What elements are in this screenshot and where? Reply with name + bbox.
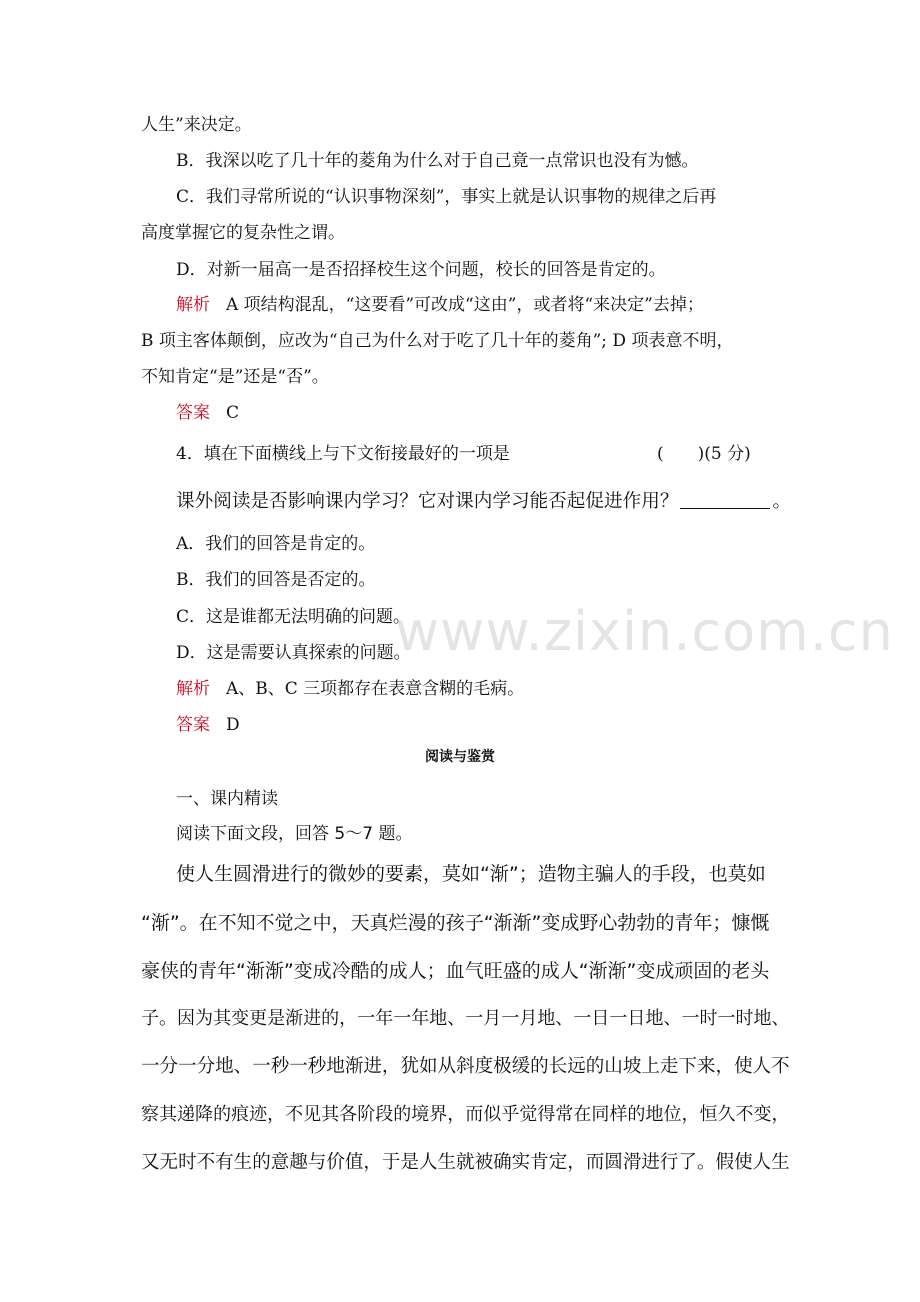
answer-label: 答案 <box>176 403 210 423</box>
question-score: ( )(5 分) <box>657 444 751 464</box>
passage-line: 豪侠的青年“渐渐”变成冷酷的成人；血气旺盛的成人“渐渐”变成顽固的老头 <box>141 960 770 982</box>
section-title: 阅读与鉴赏 <box>425 749 495 765</box>
stem-end: 。 <box>772 491 792 512</box>
answer-label: 答案 <box>176 715 210 735</box>
passage-line: 子。因为其变更是渐进的，一年一年地、一月一月地、一日一日地、一时一时地、 <box>141 1008 790 1029</box>
passage-line: “渐”。在不知不觉之中，天真烂漫的孩子“渐渐”变成野心勃勃的青年；慷慨 <box>141 912 770 934</box>
text-line: 高度掌握它的复杂性之谓。 <box>141 223 345 243</box>
analysis-1 <box>176 293 704 317</box>
analysis-label: 解析 <box>176 679 210 699</box>
subsection-title: 一、课内精读 <box>176 789 278 809</box>
analysis-text: A、B、C 三项都存在表意含糊的毛病。 <box>226 679 525 699</box>
analysis-text: A 项结构混乱，“这要看”可改成“这由”，或者将“来决定”去掉； <box>226 295 704 315</box>
passage-line: 一分一分地、一秒一秒地渐进，犹如从斜度极缓的长远的山坡上走下来，使人不 <box>141 1056 790 1077</box>
question-4: 4．填在下面横线上与下文衔接最好的一项是 <box>176 444 510 464</box>
stem-text: 课外阅读是否影响课内学习？它对课内学习能否起促进作用？ <box>176 491 679 512</box>
option-c: C．这是谁都无法明确的问题。 <box>176 607 411 627</box>
analysis-text: 不知肯定“是”还是“否”。 <box>141 367 329 387</box>
text-line: 人生”来决定。 <box>141 115 252 135</box>
option-d: D．这是需要认真探索的问题。 <box>176 643 411 663</box>
answer-1 <box>176 401 239 425</box>
passage-line: 察其递降的痕迹，不见其各阶段的境界，而似乎觉得常在同样的地位，恒久不变， <box>141 1104 790 1125</box>
analysis-text: B 项主客体颠倒，应改为“自己为什么对于吃了几十年的菱角”; D 项表意不明， <box>141 331 734 351</box>
answer-2 <box>176 713 240 737</box>
option-a: A．我们的回答是肯定的。 <box>176 534 376 554</box>
option-b: B．我们的回答是否定的。 <box>176 570 376 590</box>
instruction: 阅读下面文段，回答 5～7 题。 <box>176 824 413 844</box>
question-stem <box>176 488 791 516</box>
option-d: D．对新一届高一是否招择校生这个问题，校长的回答是肯定的。 <box>176 260 666 280</box>
analysis-label: 解析 <box>176 295 210 315</box>
answer-blank <box>680 490 770 509</box>
passage-line: 使人生圆滑进行的微妙的要素，莫如“渐”；造物主骗人的手段，也莫如 <box>176 863 766 885</box>
answer-value: D <box>226 715 240 735</box>
option-c: C．我们寻常所说的“认识事物深刻”，事实上就是认识事物的规律之后再 <box>176 187 717 207</box>
option-b: B．我深以吃了几十年的菱角为什么对于自己竟一点常识也没有为憾。 <box>176 151 699 171</box>
answer-value: C <box>226 403 240 423</box>
watermark: www.zixin.com.cn <box>395 600 894 663</box>
analysis-2 <box>176 677 524 701</box>
passage-line: 又无时不有生的意趣与价值，于是人生就被确实肯定，而圆滑进行了。假使人生 <box>141 1152 790 1173</box>
